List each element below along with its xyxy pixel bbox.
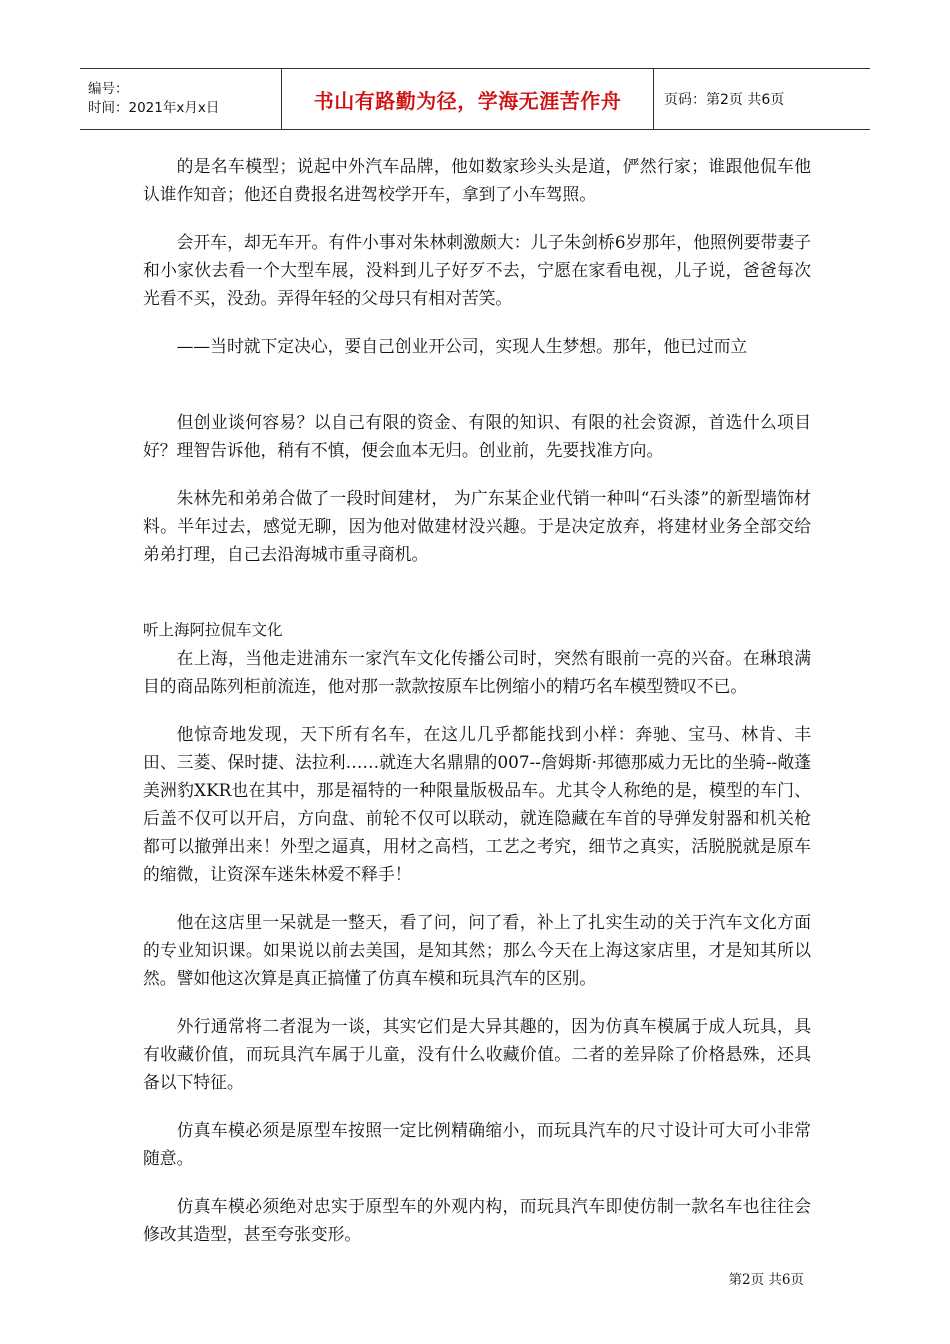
header-page-code: 页码：第2页 共6页 [664, 92, 785, 108]
paragraph-7: 他惊奇地发现，天下所有名车，在这儿几乎都能找到小样：奔驰、宝马、林肯、丰田、三菱、保时捷、法拉利……就连大名鼎鼎的007--詹姆斯·邦德那威力无比的坐骑--敞蓬美洲豹XKR也在其中，那是福特的一种限量版极品车。尤其令人称绝的是，模型的车门、后盖不仅可以开启，方向盘、前轮不仅可以联动，就连隐藏在车首的导弹发射器和机关枪都可以撤弹出来！外型之逼真，用材之高档，工艺之考究，细节之真实，活脱脱就是原车的缩微，让资深车迷朱林爱不释手！ [143, 724, 811, 884]
paragraph-5: 朱林先和弟弟合做了一段时间建材， 为广东某企业代销一种叫“石头漆”的新型墙饰材料。半年过去，感觉无聊，因为他对做建材没兴趣。于是决定放弃，将建材业务全部交给弟弟打理，自己去沿海城市重寻商机。 [143, 488, 811, 564]
paragraph-1: 的是名车模型；说起中外汽车品牌，他如数家珍头头是道，俨然行家；谁跟他侃车他认谁作知音；他还自费报名进驾校学开车，拿到了小车驾照。 [143, 156, 811, 204]
document-body [143, 152, 811, 1268]
paragraph-6: 在上海，当他走进浦东一家汽车文化传播公司时，突然有眼前一亮的兴奋。在琳琅满目的商品陈列柜前流连，他对那一款款按原车比例缩小的精巧名车模型赞叹不已。 [143, 648, 811, 696]
paragraph-9: 外行通常将二者混为一谈，其实它们是大异其趣的，因为仿真车模属于成人玩具，具有收藏价值，而玩具汽车属于儿童，没有什么收藏价值。二者的差异除了价格悬殊，还具备以下特征。 [143, 1016, 811, 1092]
paragraph-10: 仿真车模必须是原型车按照一定比例精确缩小，而玩具汽车的尺寸设计可大可小非常随意。 [143, 1120, 811, 1168]
page-header [80, 68, 870, 130]
paragraph-2: 会开车，却无车开。有件小事对朱林刺激颇大：儿子朱剑桥6岁那年，他照例要带妻子和小家伙去看一个大型车展，没料到儿子好歹不去，宁愿在家看电视，儿子说，爸爸每次光看不买，没劲。弄得年轻的父母只有相对苦笑。 [143, 232, 811, 308]
section-heading: 听上海阿拉侃车文化 [143, 621, 283, 639]
page-footer: 第2页 共6页 [728, 1272, 804, 1288]
document-number-label: 编号： [88, 81, 129, 97]
header-motto: 书山有路勤为径，学海无涯苦作舟 [281, 69, 654, 129]
paragraph-4: 但创业谈何容易？以自己有限的资金、有限的知识、有限的社会资源，首选什么项目好？理智告诉他，稍有不慎，便会血本无归。创业前，先要找准方向。 [143, 412, 811, 460]
document-date-label: 时间：2021年x月x日 [88, 100, 220, 116]
paragraph-3: ——当时就下定决心，要自己创业开公司，实现人生梦想。那年，他已过而立 [176, 336, 748, 356]
paragraph-8: 他在这店里一呆就是一整天，看了问，问了看，补上了扎实生动的关于汽车文化方面的专业知识课。如果说以前去美国，是知其然；那么今天在上海这家店里，才是知其所以然。譬如他这次算是真正搞懂了仿真车模和玩具汽车的区别。 [143, 912, 811, 988]
paragraph-11: 仿真车模必须绝对忠实于原型车的外观内构，而玩具汽车即使仿制一款名车也往往会修改其造型，甚至夸张变形。 [143, 1196, 811, 1244]
header-meta-cell [80, 69, 281, 129]
